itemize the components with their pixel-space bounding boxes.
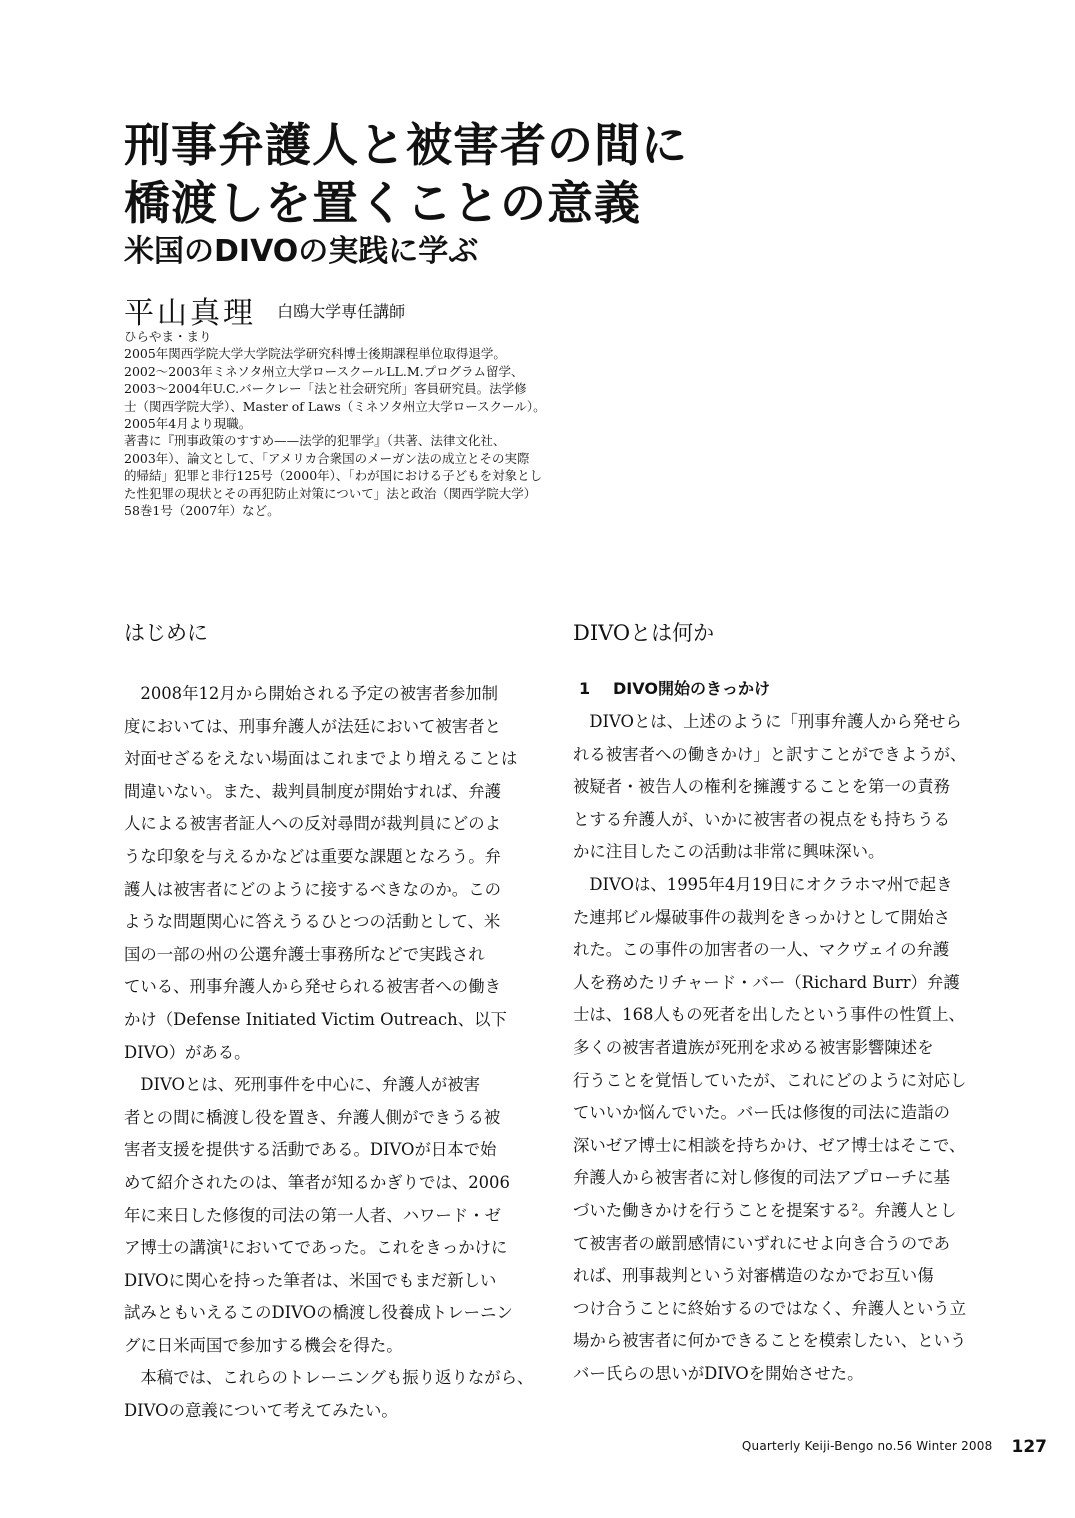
- text-line: DIVOに関心を持った筆者は、米国でもまだ新しい: [124, 1270, 497, 1290]
- text-line: づいた働きかけを行うことを提案する²。弁護人とし: [573, 1200, 957, 1220]
- text-line: 2008年12月から開始される予定の被害者参加制: [124, 684, 498, 703]
- text-line: 護人は被害者にどのように接するべきなのか。この: [124, 879, 501, 899]
- bio-line: 的帰結」犯罪と非行125号（2000年）、「わが国における子どもを対象とし: [124, 468, 543, 484]
- text-line: DIVO）がある。: [124, 1042, 251, 1062]
- author-bio: [124, 328, 584, 519]
- bio-line: 2005年関西学院大学大学院法学研究科博士後期課程単位取得退学。: [124, 346, 506, 362]
- text-line: グに日米両国で参加する機会を得た。: [124, 1335, 403, 1355]
- article-title-line-2: 橋渡しを置くことの意義: [124, 176, 641, 230]
- author-byline: [124, 288, 405, 332]
- text-line: DIVOは、1995年4月19日にオクラホマ州で起き: [573, 874, 953, 894]
- bio-line: 2003年）、論文として、「アメリカ合衆国のメーガン法の成立とその実際: [124, 450, 530, 466]
- journal-name: Quarterly Keiji-Bengo no.56 Winter 2008: [741, 1439, 993, 1453]
- text-line: バー氏らの思いがDIVOを開始させた。: [573, 1363, 864, 1383]
- text-line: つけ合うことに終始するのではなく、弁護人という立: [573, 1298, 967, 1318]
- left-column: [124, 618, 542, 1428]
- text-line: れる被害者への働きかけ」と訳すことができようが、: [573, 744, 967, 764]
- article-title-line-1: 刑事弁護人と被害者の間に: [124, 118, 688, 172]
- text-line: れば、刑事裁判という対審構造のなかでお互い傷: [573, 1266, 934, 1286]
- text-line: 対面せざるをえない場面はこれまでより増えることは: [124, 749, 518, 769]
- text-line: 害者支援を提供する活動である。DIVOが日本で始: [124, 1140, 497, 1160]
- text-line: て被害者の厳罰感情にいずれにせよ向き合うのであ: [573, 1233, 950, 1253]
- text-line: 士は、168人もの死者を出したという事件の性質上、: [573, 1005, 965, 1025]
- text-line: た連邦ビル爆破事件の裁判をきっかけとして開始さ: [573, 907, 950, 927]
- text-line: 人を務めたリチャード・バー（Richard Burr）弁護: [573, 972, 960, 992]
- text-line: 被疑者・被告人の権利を擁護することを第一の責務: [573, 777, 950, 797]
- text-line: 試みともいえるこのDIVOの橋渡し役養成トレーニン: [124, 1303, 513, 1323]
- bio-line: 2003〜2004年U.C.バークレー「法と社会研究所」客員研究員。法学修: [124, 381, 527, 397]
- divo-body: [573, 706, 991, 1390]
- text-line: 本稿では、これらのトレーニングも振り返りながら、: [124, 1368, 534, 1388]
- bio-line: た性犯罪の現状とその再犯防止対策について」法と政治（関西学院大学）: [124, 485, 537, 501]
- text-line: とする弁護人が、いかに被害者の視点をも持ちうる: [573, 809, 950, 829]
- text-line: 弁護人から被害者に対し修復的司法アプローチに基: [573, 1168, 950, 1188]
- text-line: れた。この事件の加害者の一人、マクヴェイの弁護: [573, 940, 950, 960]
- author-name: 平山真理: [124, 296, 256, 331]
- text-line: DIVOとは、死刑事件を中心に、弁護人が被害: [124, 1075, 481, 1095]
- text-line: うな印象を与えるかなどは重要な課題となろう。弁: [124, 846, 501, 866]
- section-heading-introduction: はじめに: [124, 621, 208, 645]
- text-line: 国の一部の州の公選弁護士事務所などで実践され: [124, 944, 485, 964]
- text-line: ア博士の講演¹においてであった。これをきっかけに: [124, 1238, 508, 1258]
- text-line: 人による被害者証人への反対尋問が裁判員にどのよ: [124, 814, 501, 834]
- subsection-number: 1: [579, 679, 591, 698]
- author-affiliation: 白鴎大学専任講師: [277, 302, 406, 321]
- text-line: かけ（Defense Initiated Victim Outreach、以下: [124, 1009, 507, 1029]
- bio-line: 2005年4月より現職。: [124, 416, 252, 432]
- text-line: ような問題関心に答えうるひとつの活動として、米: [124, 912, 501, 932]
- text-line: 行うことを覚悟していたが、これにどのように対応し: [573, 1070, 967, 1090]
- text-line: かに注目したこの活動は非常に興味深い。: [573, 842, 885, 862]
- text-line: 多くの被害者遺族が死刑を求める被害影響陳述を: [573, 1037, 934, 1057]
- subsection-heading: [579, 678, 991, 700]
- text-line: DIVOとは、上述のように「刑事弁護人から発せら: [573, 712, 962, 731]
- text-line: ている、刑事弁護人から発せられる被害者への働き: [124, 977, 501, 997]
- subsection-title: DIVO開始のきっかけ: [613, 679, 770, 698]
- text-line: 間違いない。また、裁判員制度が開始すれば、弁護: [124, 781, 501, 801]
- text-line: ていいか悩んでいた。バー氏は修復的司法に造詣の: [573, 1103, 950, 1123]
- text-line: 者との間に橋渡し役を置き、弁護人側ができうる被: [124, 1107, 501, 1127]
- article-header: [124, 116, 984, 272]
- page-footer: [742, 1437, 1047, 1457]
- page-number: 127: [1011, 1437, 1047, 1457]
- right-column: [573, 618, 991, 1390]
- section-heading-what-is-divo: DIVOとは何か: [573, 621, 715, 645]
- text-line: 度においては、刑事弁護人が法廷において被害者と: [124, 716, 501, 736]
- text-line: 場から被害者に何かできることを模索したい、という: [573, 1331, 967, 1351]
- text-line: めて紹介されたのは、筆者が知るかぎりでは、2006: [124, 1172, 510, 1192]
- bio-line: 2002〜2003年ミネソタ州立大学ロースクールLL.M.プログラム留学、: [124, 363, 524, 379]
- bio-line: 58巻1号（2007年）など。: [124, 503, 280, 519]
- bio-line: ひらやま・まり: [124, 329, 212, 344]
- intro-body: [124, 678, 542, 1428]
- bio-line: 士（関西学院大学）、Master of Laws（ミネソタ州立大学ロースクール）。: [124, 398, 546, 414]
- text-line: 年に来日した修復的司法の第一人者、ハワード・ゼ: [124, 1205, 501, 1225]
- text-line: 深いゼア博士に相談を持ちかけ、ゼア博士はそこで、: [573, 1135, 966, 1155]
- text-line: DIVOの意義について考えてみたい。: [124, 1401, 398, 1421]
- bio-line: 著書に『刑事政策のすすめ——法学的犯罪学』（共著、法律文化社、: [124, 433, 506, 449]
- article-subtitle: 米国のDIVOの実践に学ぶ: [124, 234, 479, 269]
